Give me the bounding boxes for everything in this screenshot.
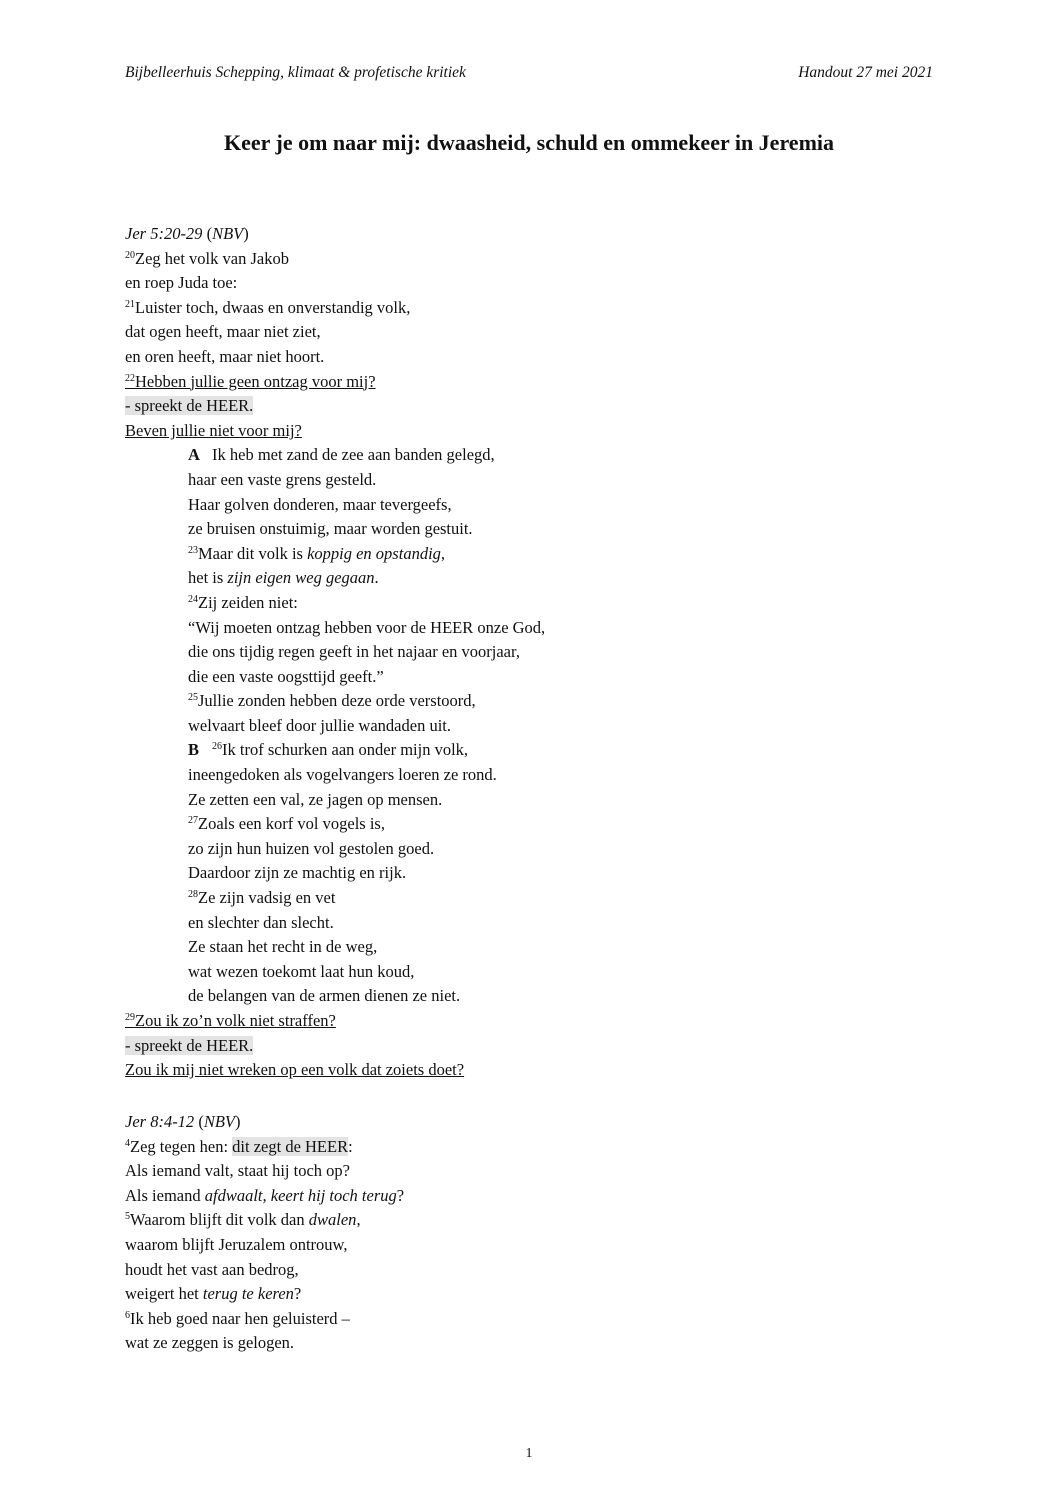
verse-number: 22	[125, 372, 135, 384]
verse-text: weigert het	[125, 1284, 203, 1304]
verse-line	[125, 616, 545, 641]
emphasis-text: zijn eigen weg gegaan	[227, 568, 375, 588]
verse-line	[125, 1258, 404, 1283]
verse-text: zo zijn hun huizen vol gestolen goed.	[188, 838, 435, 858]
verse-line	[125, 1034, 545, 1059]
highlighted-text: - spreekt de HEER.	[125, 1035, 254, 1055]
verse-line	[125, 984, 545, 1009]
verse-text: en slechter dan slecht.	[188, 912, 334, 932]
verse-line	[125, 960, 545, 985]
verse-line	[125, 443, 545, 468]
verse-number: 20	[125, 249, 135, 261]
verse-line	[125, 271, 545, 296]
highlighted-text: dit zegt de HEER	[232, 1136, 349, 1156]
highlighted-text: - spreekt de HEER.	[125, 396, 254, 416]
passage-jer-5	[125, 222, 545, 1083]
verse-line	[125, 1331, 404, 1356]
verse-line	[125, 763, 545, 788]
verse-text: Zou ik mij niet wreken op een volk dat zoiets doet?	[125, 1060, 465, 1080]
verse-line	[125, 861, 545, 886]
verse-number: 26	[212, 741, 222, 753]
verse-text: Luister toch, dwaas en onverstandig volk,	[135, 297, 411, 317]
verse-line	[125, 1058, 545, 1083]
verse-line: Als iemand afdwaalt, keert hij toch terug?	[125, 1185, 405, 1205]
verse-text: Ik heb met zand de zee aan banden gelegd,	[212, 445, 495, 465]
verse-text: Zeg het volk van Jakob	[135, 248, 289, 268]
verse-text: Zou ik zo’n volk niet straffen?	[135, 1011, 336, 1030]
verse-line: weigert het terug te keren?	[125, 1284, 302, 1304]
verse-number: 28	[188, 889, 198, 901]
verse-number: 5	[125, 1211, 130, 1223]
verse-text: Ze zetten een val, ze jagen op mensen.	[188, 789, 443, 809]
emphasis-text: dwalen	[308, 1210, 357, 1230]
verse-number: 23	[188, 544, 198, 556]
verse-line	[125, 665, 545, 690]
verse-text: Zij zeiden niet:	[198, 592, 298, 612]
verse-line	[125, 714, 545, 739]
verse-text: Als iemand	[125, 1185, 205, 1205]
verse-line	[125, 296, 545, 321]
verse-text: waarom blijft Jeruzalem ontrouw,	[125, 1234, 348, 1254]
verse-text: wat ze zeggen is gelogen.	[125, 1333, 295, 1353]
verse-text: Hebben jullie geen ontzag voor mij?	[135, 371, 376, 391]
verse-text: Beven jullie niet voor mij?	[125, 420, 302, 440]
passage-reference: Jer 5:20-29 (NBV)	[125, 224, 249, 243]
verse-text: “Wij moeten ontzag hebben voor de HEER onze God,	[188, 617, 546, 637]
page-number: 1	[525, 1446, 533, 1461]
verse-line: het is zijn eigen weg gegaan.	[188, 568, 379, 588]
verse-number: 21	[125, 298, 135, 310]
verse-text: welvaart bleef door jullie wandaden uit.	[188, 715, 451, 735]
verse-text: haar een vaste grens gesteld.	[188, 469, 377, 489]
verse-line	[125, 689, 545, 714]
verse-line	[125, 345, 545, 370]
verse-line: $^4$Zeg tegen hen: dit zegt de HEER:	[125, 1136, 353, 1156]
ref-text: Jer 8:4-12	[125, 1112, 195, 1131]
verse-number: 6	[125, 1309, 130, 1321]
verse-line	[125, 370, 545, 395]
passage-reference: Jer 8:4-12 (NBV)	[125, 1112, 241, 1131]
verse-number: 29	[125, 1012, 135, 1023]
verse-text: de belangen van de armen dienen ze niet.	[188, 986, 461, 1006]
verse-text: houdt het vast aan bedrog,	[125, 1259, 299, 1279]
verse-line	[125, 247, 545, 272]
verse-text: Jullie zonden hebben deze orde verstoord,	[198, 691, 476, 711]
verse-text: Als iemand valt, staat hij toch op?	[125, 1161, 350, 1181]
verse-number: 27	[188, 815, 198, 827]
verse-text: dat ogen heeft, maar niet ziet,	[125, 322, 321, 342]
emphasis-text: afdwaalt, keert hij toch terug	[204, 1185, 397, 1205]
verse-line	[125, 1009, 545, 1034]
verse-number: 25	[188, 692, 198, 704]
verse-line	[125, 1307, 404, 1332]
verse-line: $^{23}$Maar dit volk is koppig en opstandig,	[188, 543, 446, 563]
verse-line	[125, 320, 545, 345]
verse-text: die ons tijdig regen geeft in het najaar en voorjaar,	[188, 642, 520, 662]
verse-line	[125, 886, 545, 911]
verse-number: 4	[125, 1137, 130, 1149]
verse-text: het is	[188, 568, 228, 588]
header-right: Handout 27 mei 2021	[798, 64, 933, 81]
verse-line	[125, 788, 545, 813]
verse-line	[125, 517, 545, 542]
verse-text: en roep Juda toe:	[125, 273, 238, 293]
verse-text: Daardoor zijn ze machtig en rijk.	[188, 863, 407, 883]
verse-text: Zoals een korf vol vogels is,	[198, 814, 385, 834]
verse-text: ineengedoken als vogelvangers loeren ze rond.	[188, 765, 497, 785]
section-mark: A	[188, 445, 200, 465]
emphasis-text: koppig en opstandig	[307, 543, 441, 563]
verse-line	[125, 1159, 404, 1184]
verse-line	[125, 640, 545, 665]
verse-line	[125, 935, 545, 960]
verse-text: Ik heb goed naar hen geluisterd –	[130, 1308, 350, 1328]
verse-line	[125, 419, 545, 444]
verse-line	[125, 468, 545, 493]
verse-line	[125, 394, 545, 419]
verse-line	[125, 1233, 404, 1258]
header-left: Bijbelleerhuis Schepping, klimaat & profetische kritiek	[125, 64, 466, 81]
verse-line	[125, 591, 545, 616]
verse-number: 24	[188, 593, 198, 605]
ref-text: Jer 5:20-29	[125, 224, 203, 243]
verse-text: Ze zijn vadsig en vet	[198, 888, 336, 908]
verse-text: ze bruisen onstuimig, maar worden gestuit.	[188, 519, 473, 539]
section-mark: B	[188, 740, 200, 760]
verse-text: wat wezen toekomt laat hun koud,	[188, 961, 415, 981]
verse-line	[125, 812, 545, 837]
ref-version: NBV	[212, 224, 244, 243]
verse-line: $^5$Waarom blijft dit volk dan dwalen,	[125, 1210, 361, 1230]
verse-text: en oren heeft, maar niet hoort.	[125, 346, 325, 366]
verse-line	[125, 837, 545, 862]
verse-text: Waarom blijft dit volk dan	[130, 1210, 309, 1230]
emphasis-text: terug te keren	[202, 1284, 294, 1304]
verse-text: die een vaste oogsttijd geeft.”	[188, 666, 384, 686]
verse-text: Maar dit volk is	[198, 543, 308, 563]
verse-line	[125, 911, 545, 936]
page-title: Keer je om naar mij: dwaasheid, schuld en ommekeer in Jeremia	[223, 130, 835, 155]
passage-jer-8	[125, 1110, 404, 1356]
verse-line	[125, 738, 545, 763]
verse-text: Haar golven donderen, maar tevergeefs,	[188, 494, 452, 514]
ref-version: NBV	[203, 1112, 235, 1131]
verse-line	[125, 493, 545, 518]
verse-text: Zeg tegen hen:	[130, 1136, 233, 1156]
verse-text: Ik trof schurken aan onder mijn volk,	[222, 740, 469, 760]
verse-text: Ze staan het recht in de weg,	[188, 937, 378, 957]
